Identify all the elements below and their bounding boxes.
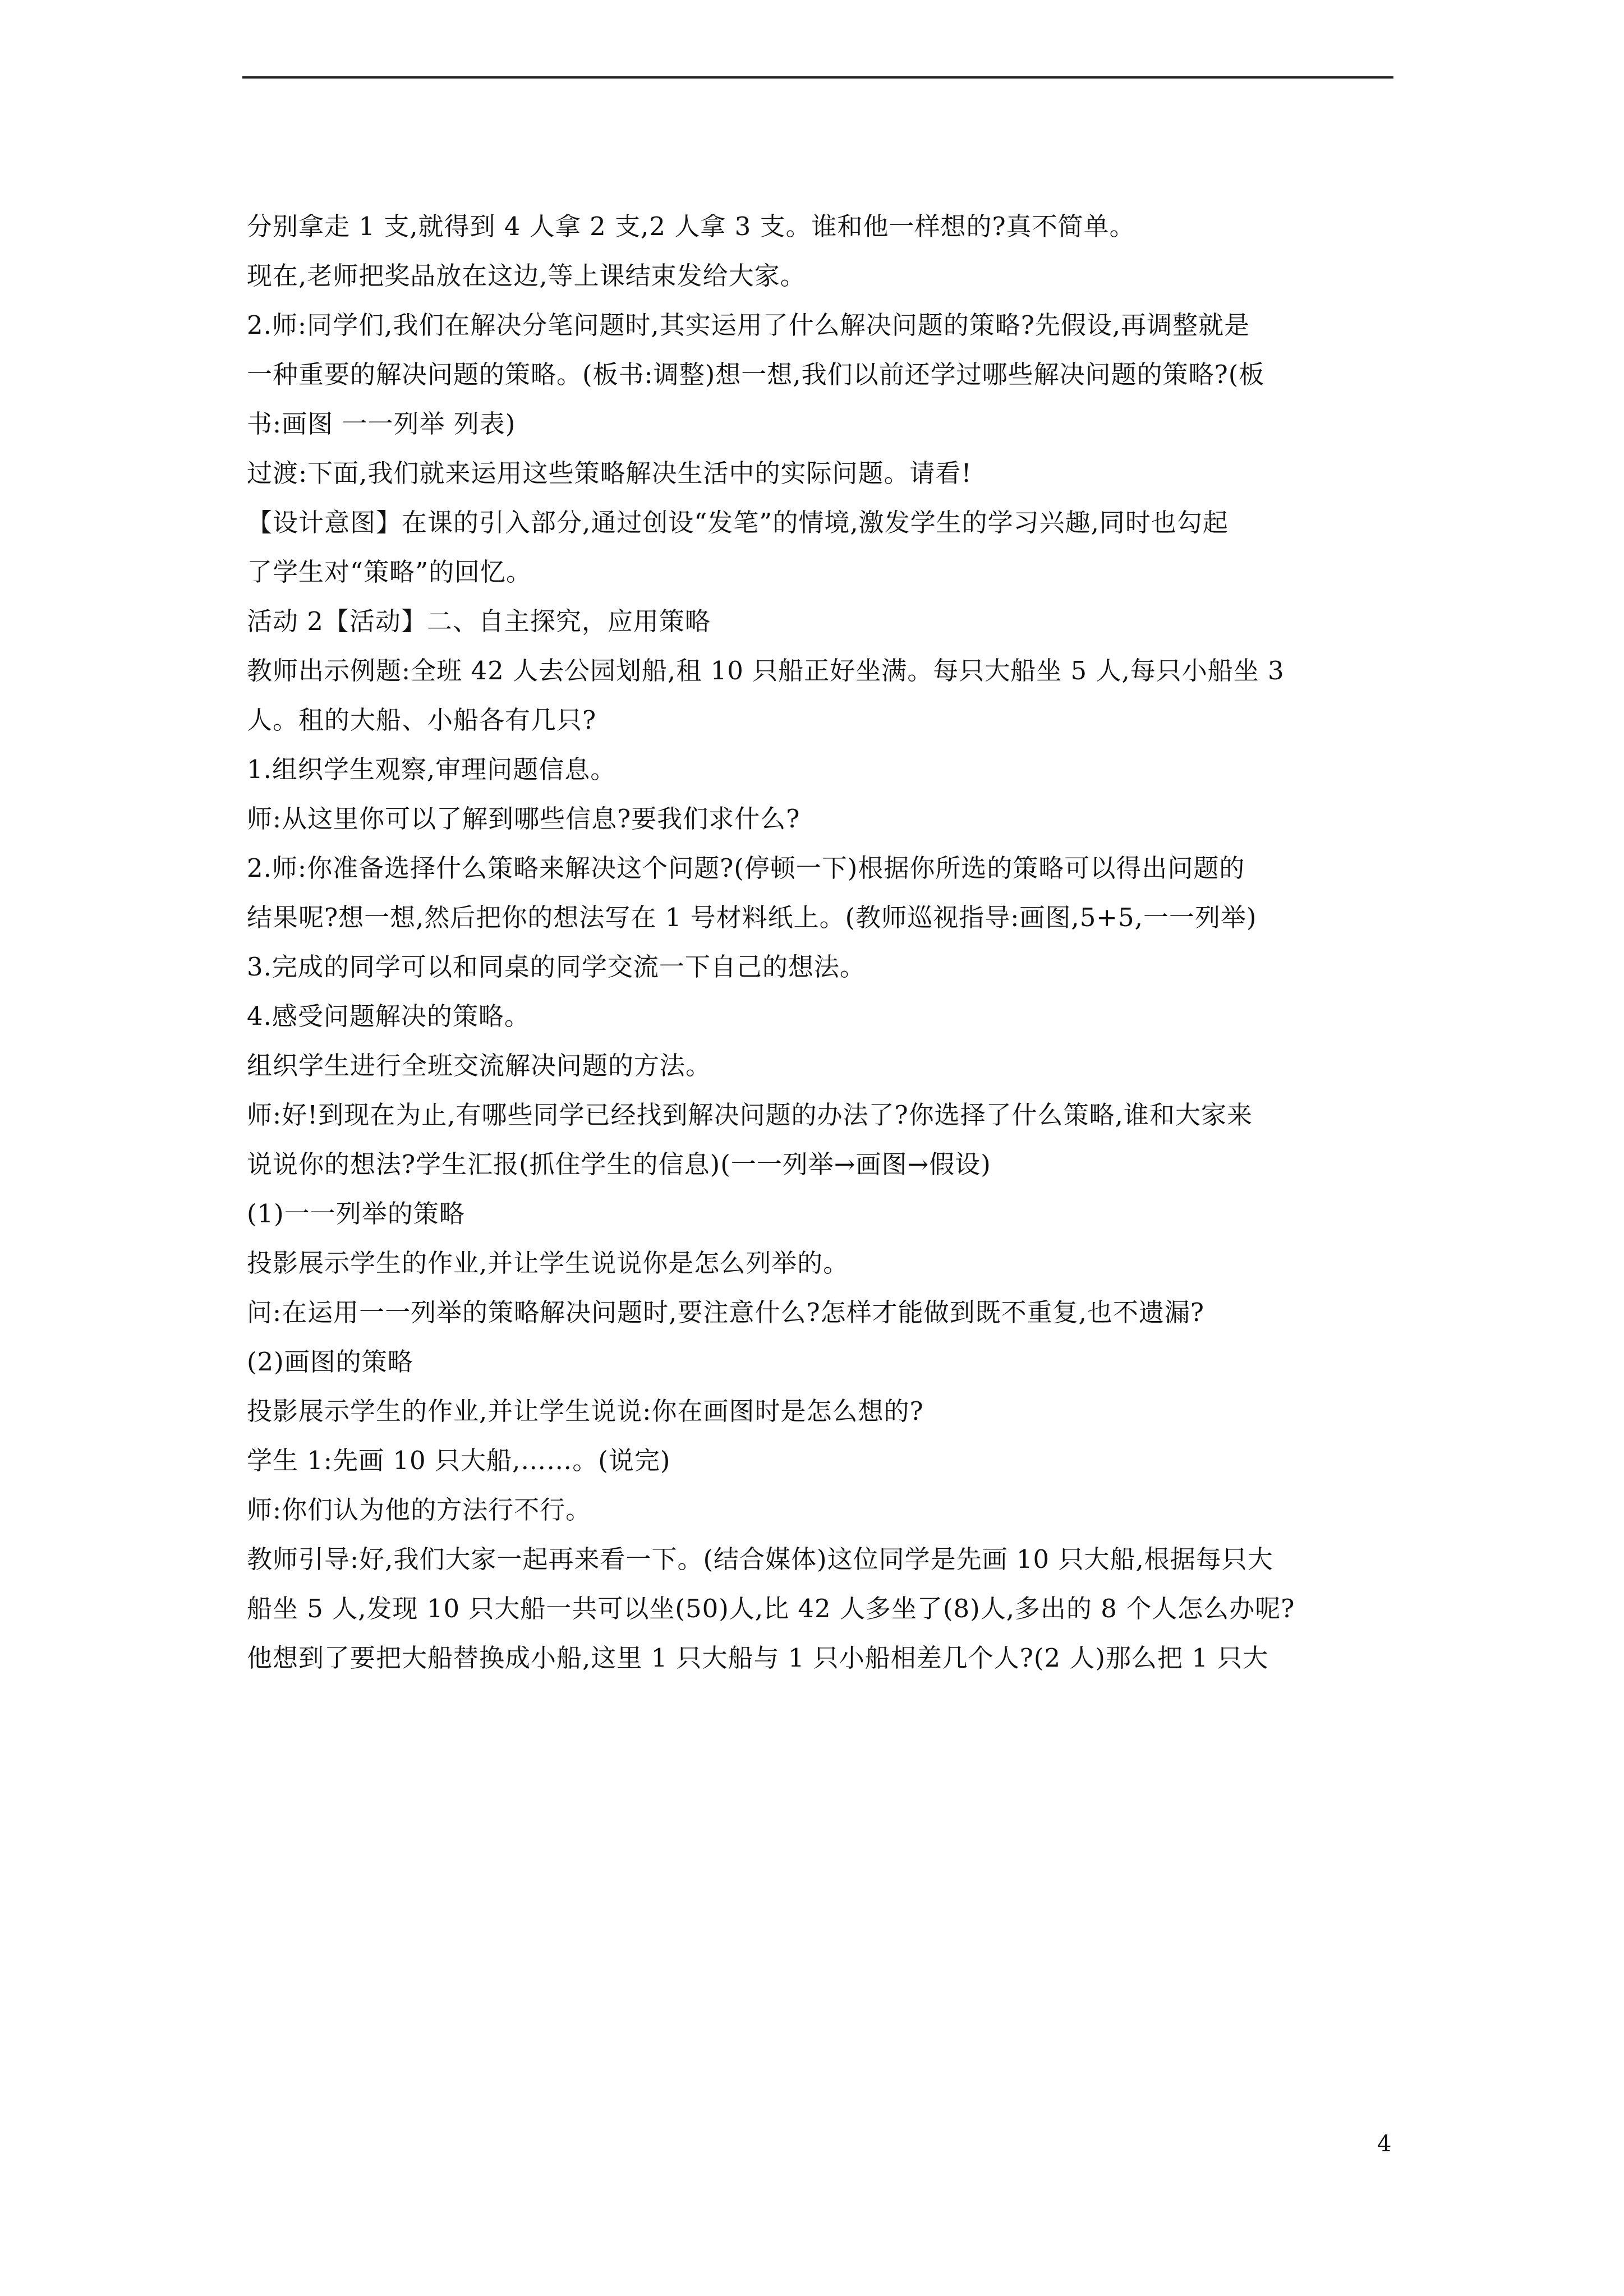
text-line: 师:你们认为他的方法行不行。: [247, 1495, 592, 1525]
text-line: 现在,老师把奖品放在这边,等上课结束发给大家。: [247, 261, 806, 291]
text-line: 师:从这里你可以了解到哪些信息?要我们求什么?: [247, 804, 801, 834]
text-line: 船坐 5 人,发现 10 只大船一共可以坐(50)人,比 42 人多坐了(8)人,多出的 8 个人怎么办呢?: [247, 1594, 1295, 1623]
text-line: 投影展示学生的作业,并让学生说说:你在画图时是怎么想的?: [247, 1396, 924, 1426]
text-line: 组织学生进行全班交流解决问题的方法。: [247, 1051, 712, 1080]
text-line: 分别拿走 1 支,就得到 4 人拿 2 支,2 人拿 3 支。谁和他一样想的?真不简单。: [247, 211, 1135, 241]
text-line: 师:好!到现在为止,有哪些同学已经找到解决问题的办法了?你选择了什么策略,谁和大家来: [247, 1100, 1253, 1130]
text-line: 【设计意图】在课的引入部分,通过创设“发笔”的情境,激发学生的学习兴趣,同时也勾起: [247, 508, 1229, 537]
text-line: 3.完成的同学可以和同桌的同学交流一下自己的想法。: [247, 952, 866, 982]
text-line: 2.师:你准备选择什么策略来解决这个问题?(停顿一下)根据你所选的策略可以得出问题的: [247, 853, 1245, 883]
text-line: 问:在运用一一列举的策略解决问题时,要注意什么?怎样才能做到既不重复,也不遗漏?: [247, 1297, 1205, 1327]
text-line: 人。租的大船、小船各有几只?: [247, 705, 597, 735]
text-line: 学生 1:先画 10 只大船,……。(说完): [247, 1446, 671, 1475]
text-line: 一种重要的解决问题的策略。(板书:调整)想一想,我们以前还学过哪些解决问题的策略?(板: [247, 360, 1265, 389]
text-line: 1.组织学生观察,审理问题信息。: [247, 754, 617, 784]
text-line: 教师出示例题:全班 42 人去公园划船,租 10 只船正好坐满。每只大船坐 5 人,每只小船坐 3: [247, 656, 1285, 685]
text-line: 过渡:下面,我们就来运用这些策略解决生活中的实际问题。请看!: [247, 458, 972, 488]
text-line: 4.感受问题解决的策略。: [247, 1001, 530, 1031]
text-line: (1)一一列举的策略: [247, 1199, 465, 1228]
text-line: 了学生对“策略”的回忆。: [247, 557, 532, 587]
text-line: 结果呢?想一想,然后把你的想法写在 1 号材料纸上。(教师巡视指导:画图,5+5,一一列举): [247, 903, 1257, 932]
text-line: 说说你的想法?学生汇报(抓住学生的信息)(一一列举→画图→假设): [247, 1149, 991, 1179]
section-heading: 活动 2【活动】二、自主探究，应用策略: [247, 606, 711, 636]
text-line: 教师引导:好,我们大家一起再来看一下。(结合媒体)这位同学是先画 10 只大船,根据每只大: [247, 1544, 1273, 1574]
text-line: 投影展示学生的作业,并让学生说说你是怎么列举的。: [247, 1248, 849, 1278]
text-line: 他想到了要把大船替换成小船,这里 1 只大船与 1 只小船相差几个人?(2 人)那么把 1 只大: [247, 1643, 1269, 1673]
text-line: 2.师:同学们,我们在解决分笔问题时,其实运用了什么解决问题的策略?先假设,再调整就是: [247, 310, 1250, 340]
document-body: [247, 202, 1402, 1683]
text-line: 书:画图 一一列举 列表): [247, 409, 516, 439]
text-line: (2)画图的策略: [247, 1347, 413, 1377]
page-number: 4: [1377, 2131, 1392, 2157]
header-rule: [242, 76, 1393, 79]
